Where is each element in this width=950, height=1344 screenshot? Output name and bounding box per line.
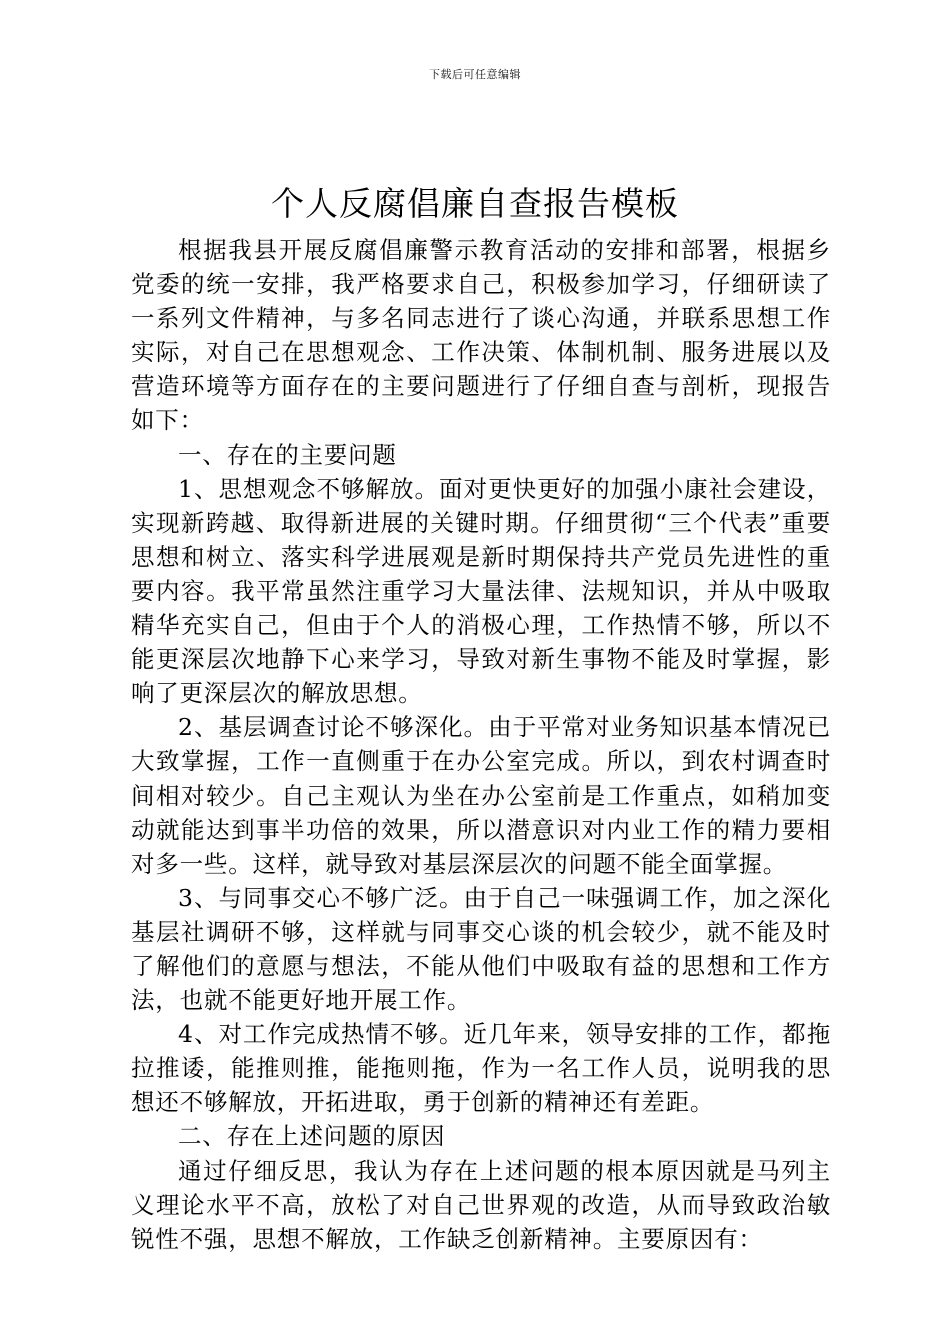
intro-paragraph: 根据我县开展反腐倡廉警示教育活动的安排和部署，根据乡党委的统一安排，我严格要求自己，积极参加学习，仔细研读了一系列文件精神，与多名同志进行了谈心沟通，并联系思想工作实际，对自己在思想观念、工作决策、体制机制、服务进展以及营造环境等方面存在的主要问题进行了仔细自查与剖析，现报告如下： [131,236,831,435]
section-heading-causes: 二、存在上述问题的原因 [178,1122,446,1151]
problem-paragraph-2: 2、基层调查讨论不够深化。由于平常对业务知识基本情况已大致掌握，工作一直侧重于在办公室完成。所以，到农村调查时间相对较少。自己主观认为坐在办公室前是工作重点，如稍加变动就能达到事半功倍的效果，所以潜意识对内业工作的精力要相对多一些。这样，就导致对基层深层次的问题不能全面掌握。 [131,713,831,878]
causes-paragraph: 通过仔细反思，我认为存在上述问题的根本原因就是马列主义理论水平不高，放松了对自己世界观的改造，从而导致政治敏锐性不强，思想不解放，工作缺乏创新精神。主要原因有： [131,1156,831,1253]
header-note: 下载后可任意编辑 [429,68,521,81]
problem-paragraph-4: 4、对工作完成热情不够。近几年来，领导安排的工作，都拖拉推诿，能推则推，能拖则拖，作为一名工作人员，说明我的思想还不够解放，开拓进取，勇于创新的精神还有差距。 [131,1020,831,1117]
problem-paragraph-3: 3、与同事交心不够广泛。由于自己一味强调工作，加之深化基层社调研不够，这样就与同事交心谈的机会较少，就不能及时了解他们的意愿与想法，不能从他们中吸取有益的思想和工作方法，也就不能更好地开展工作。 [131,883,831,1015]
document-title: 个人反腐倡廉自查报告模板 [271,184,679,223]
document-body [131,233,831,1256]
problem-paragraph-1: 1、思想观念不够解放。面对更快更好的加强小康社会建设，实现新跨越、取得新进展的关键时期。仔细贯彻“三个代表”重要思想和树立、落实科学进展观是新时期保持共产党员先进性的重要内容。我平常虽然注重学习大量法律、法规知识，并从中吸取精华充实自己，但由于个人的消极心理，工作热情不够，所以不能更深层次地静下心来学习，导致对新生事物不能及时掌握，影响了更深层次的解放思想。 [131,474,831,708]
section-heading-problems: 一、存在的主要问题 [178,440,397,469]
